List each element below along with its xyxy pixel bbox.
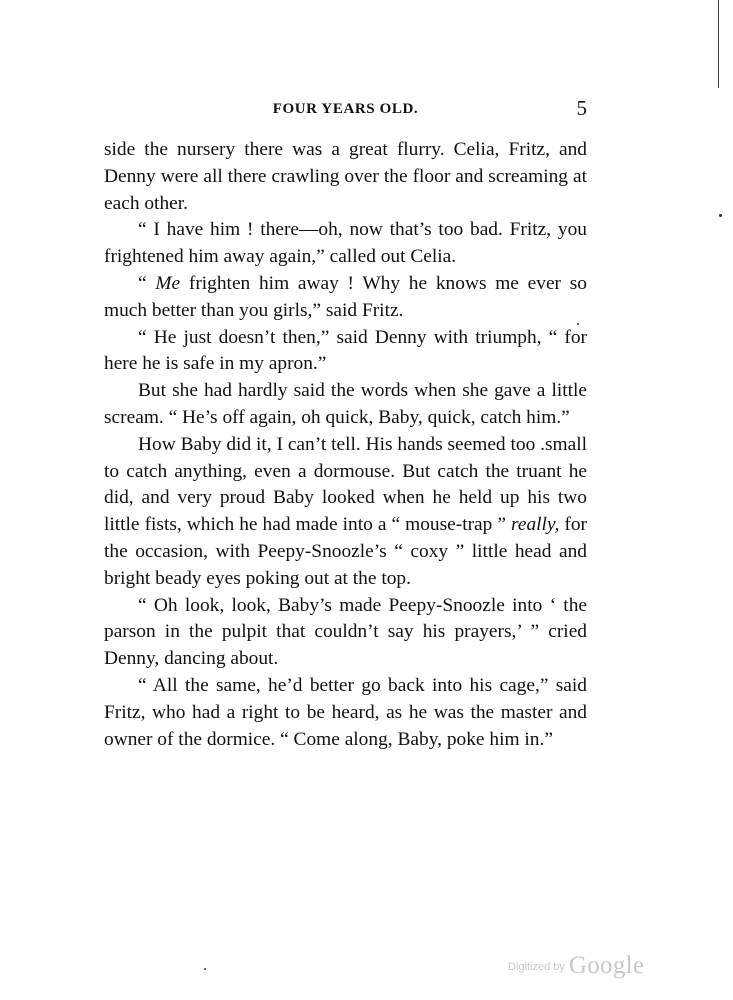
running-title: FOUR YEARS OLD. (272, 101, 419, 117)
paragraph: “ I have him ! there—oh, now that’s too bad. Fritz, you frightened him away again,” called out Celia. (104, 219, 587, 268)
page-number: 5 (576, 96, 587, 120)
google-logo-text: Google (568, 952, 645, 979)
emphasis: really, (511, 514, 560, 536)
page-header (104, 98, 587, 128)
paragraph: “ Me frighten him away ! Why he knows me ever so much better than you girls,” said Fritz. (104, 272, 587, 321)
page-edge-line (718, 0, 719, 88)
digitized-by-google-watermark (508, 952, 644, 982)
body-text (104, 137, 587, 753)
digitized-by-label: Digitized by (508, 961, 565, 973)
paragraph: side the nursery there was a great flurry. Celia, Fritz, and Denny were all there crawling over the floor and screaming at each other. (104, 139, 587, 214)
emphasis: Me (155, 272, 181, 294)
paragraph: “ He just doesn’t then,” said Denny with triumph, “ for here he is safe in my apron.” (104, 326, 587, 375)
print-speck (204, 968, 206, 970)
paragraph: “ All the same, he’d better go back into his cage,” said Fritz, who had a right to be heard, as he was the master and owner of the dormice. “ Come along, Baby, poke him in.” (104, 674, 587, 750)
paragraph: But she had hardly said the words when she gave a little scream. “ He’s off again, oh quick, Baby, quick, catch him.” (104, 380, 587, 428)
paragraph: How Baby did it, I can’t tell. His hands seemed too .small to catch anything, even a dormouse. But catch the truant he did, and very proud Baby looked when he held up his two little fists, which he had made into a “ mouse-trap ” really, for the occasion, with Peepy-Snoozle’s “ coxy ” little head and bright beady eyes poking out at the top. (104, 433, 587, 589)
paragraph: “ Oh look, look, Baby’s made Peepy-Snoozle into ‘ the parson in the pulpit that couldn’t say his prayers,’ ” cried Denny, dancing about. (104, 594, 587, 670)
print-speck (719, 214, 722, 217)
